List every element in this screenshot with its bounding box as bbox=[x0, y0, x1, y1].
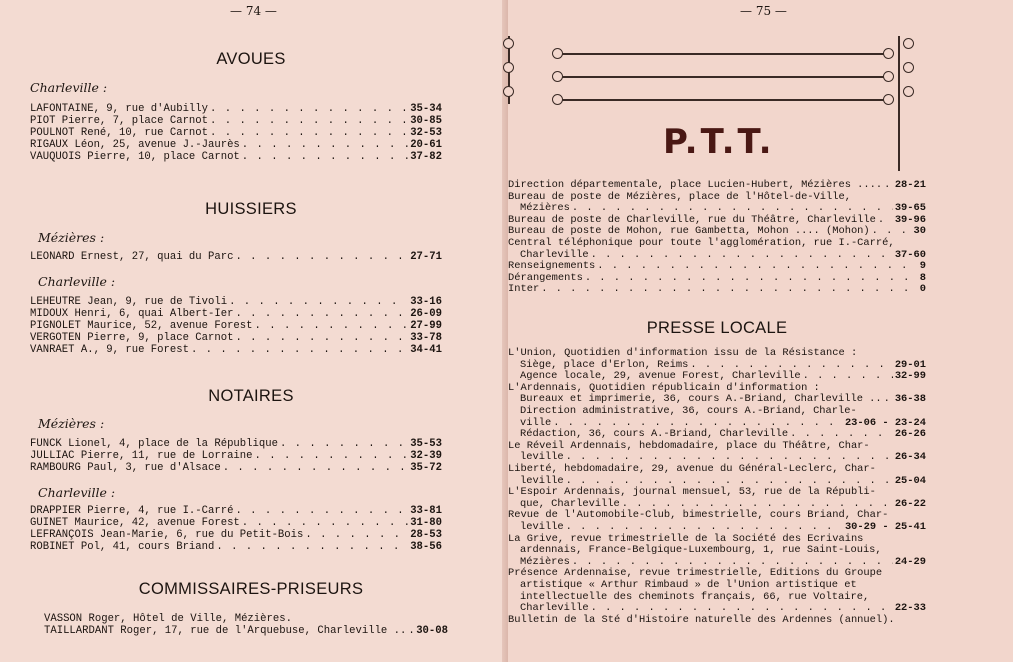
entry-line bbox=[508, 441, 926, 453]
ptt-title: P.T.T. bbox=[663, 122, 775, 162]
leader-dots bbox=[242, 517, 408, 529]
entry-text: L'Espoir Ardennais, journal mensuel, 53, rue de la Républi- bbox=[508, 486, 876, 499]
entry-name: PIGNOLET Maurice, 52, avenue Forest bbox=[30, 319, 253, 332]
entry-text: artistique « Arthur Rimbaud » de l'Union artistique et bbox=[520, 578, 857, 591]
leader-dots bbox=[235, 251, 408, 263]
entry-text: leville bbox=[520, 451, 564, 464]
directory-entry bbox=[508, 238, 926, 261]
insulator-icon bbox=[903, 38, 914, 49]
insulator-icon bbox=[552, 48, 563, 59]
directory-entry bbox=[30, 139, 442, 151]
entry-name: VERGOTEN Pierre, 9, place Carnot bbox=[30, 331, 234, 344]
entry-text: leville bbox=[520, 474, 564, 487]
entry-text: Charleville bbox=[520, 248, 589, 261]
entry-name: RIGAUX Léon, 25, avenue J.-Jaurès bbox=[30, 138, 240, 151]
entry-phone: 32-53 bbox=[410, 126, 442, 139]
directory-entry bbox=[508, 487, 926, 510]
entry-text: Bureaux et imprimerie, 36, cours A.-Briand, Charleville .. bbox=[520, 393, 882, 406]
directory-entry bbox=[30, 344, 442, 356]
leader-dots bbox=[210, 103, 408, 115]
entry-phone: 38-56 bbox=[410, 540, 442, 553]
leader-dots bbox=[216, 541, 408, 553]
entry-phone: 29-01 bbox=[894, 358, 926, 371]
leader-dots bbox=[884, 180, 893, 192]
directory-entry bbox=[30, 296, 442, 308]
directory-entry bbox=[44, 613, 448, 625]
leader-dots bbox=[235, 332, 408, 344]
entry-line bbox=[508, 273, 926, 285]
wire-line bbox=[558, 76, 888, 78]
entry-text: Bureau de poste de Mézières, place de l'Hôtel-de-Ville, bbox=[508, 190, 851, 203]
entry-name: VASSON Roger, Hôtel de Ville, Mézières. bbox=[44, 613, 292, 625]
insulator-icon bbox=[503, 86, 514, 97]
directory-entry bbox=[30, 462, 442, 474]
entry-name: ROBINET Pol, 41, cours Briand bbox=[30, 540, 215, 553]
entry-phone: 32-99 bbox=[894, 370, 926, 383]
entry-text: Présence Ardennaise, revue trimestrielle, Editions du Groupe bbox=[508, 567, 883, 580]
section-title: PRESSE LOCALE bbox=[646, 319, 788, 337]
entry-name: VANRAET A., 9, rue Forest bbox=[30, 343, 189, 356]
entry-name: LAFONTAINE, 9, rue d'Aubilly bbox=[30, 103, 209, 115]
entry-line bbox=[508, 348, 926, 360]
entry-phone: 24-29 bbox=[894, 555, 926, 568]
entry-phone: 35-34 bbox=[410, 103, 442, 115]
directory-entry bbox=[508, 192, 926, 215]
directory-entry bbox=[30, 320, 442, 332]
entry-text: Dérangements bbox=[508, 271, 583, 284]
entry-name: JULLIAC Pierre, 11, rue de Lorraine bbox=[30, 449, 253, 462]
directory-entry bbox=[30, 332, 442, 344]
leader-dots bbox=[884, 394, 893, 406]
entry-line bbox=[508, 238, 926, 250]
directory-entry bbox=[508, 273, 926, 285]
entry-name: POULNOT René, 10, rue Carnot bbox=[30, 126, 209, 139]
insulator-icon bbox=[903, 62, 914, 73]
entry-phone: 25-04 bbox=[894, 474, 926, 487]
leader-dots bbox=[210, 115, 408, 127]
location-label: Charleville : bbox=[38, 485, 116, 500]
entry-text: Inter bbox=[508, 283, 540, 296]
directory-entry bbox=[508, 348, 926, 383]
page-number-right: — 75 — bbox=[740, 4, 787, 18]
entry-phone: 30-08 bbox=[416, 624, 448, 637]
entry-line bbox=[508, 615, 926, 627]
entry-phone: 34-41 bbox=[410, 343, 442, 356]
entry-name: GUINET Maurice, 42, avenue Forest bbox=[30, 516, 240, 529]
leader-dots bbox=[878, 215, 893, 227]
directory-entry bbox=[508, 568, 926, 614]
entry-name: FUNCK Lionel, 4, place de la République bbox=[30, 438, 278, 450]
entry-text: ville bbox=[520, 416, 552, 429]
directory-entry bbox=[508, 464, 926, 487]
entry-line bbox=[508, 406, 926, 418]
leader-dots bbox=[255, 320, 409, 332]
leader-dots bbox=[235, 308, 408, 320]
entry-phone: 35-53 bbox=[410, 438, 442, 450]
entry-phone: 36-38 bbox=[894, 393, 926, 406]
leader-dots bbox=[229, 296, 408, 308]
entry-phone: 37-82 bbox=[410, 150, 442, 163]
right-page bbox=[508, 0, 1013, 662]
entry-text: La Grive, revue trimestrielle de la Société des Ecrivains bbox=[508, 532, 864, 545]
directory-entry bbox=[508, 510, 926, 533]
entry-text: leville bbox=[520, 520, 564, 533]
leader-dots bbox=[255, 450, 409, 462]
entry-text: Charleville bbox=[520, 602, 589, 615]
directory-entry bbox=[30, 103, 442, 115]
entry-text: Direction départementale, place Lucien-Hubert, Mézières .... bbox=[508, 179, 883, 191]
entry-name: RAMBOURG Paul, 3, rue d'Alsace bbox=[30, 461, 221, 474]
directory-entry bbox=[30, 438, 442, 450]
leader-dots bbox=[597, 261, 917, 273]
section-title: HUISSIERS bbox=[205, 200, 297, 218]
directory-entry bbox=[508, 534, 926, 569]
entry-text: Revue de l'Automobile-Club, bimestrielle, cours Briand, Char- bbox=[508, 509, 889, 522]
entry-name: MIDOUX Henri, 6, quai Albert-Ier bbox=[30, 307, 234, 320]
entry-phone: 22-33 bbox=[894, 602, 926, 615]
entry-text: Renseignements bbox=[508, 260, 596, 273]
leader-dots bbox=[210, 127, 408, 139]
insulator-icon bbox=[883, 71, 894, 82]
entry-phone: 28-53 bbox=[410, 528, 442, 541]
leader-dots bbox=[280, 438, 408, 450]
leader-dots bbox=[566, 522, 843, 534]
leader-dots bbox=[585, 273, 918, 285]
location-label: Mézières : bbox=[38, 230, 105, 245]
entry-text: Agence locale, 29, avenue Forest, Charleville bbox=[520, 370, 801, 383]
insulator-icon bbox=[903, 86, 914, 97]
directory-entry bbox=[30, 251, 442, 263]
entry-line bbox=[508, 192, 926, 204]
entry-text: L'Ardennais, Quotidien républicain d'information : bbox=[508, 381, 820, 394]
entry-name: PIOT Pierre, 7, place Carnot bbox=[30, 114, 209, 127]
entry-text: L'Union, Quotidien d'information issu de la Résistance : bbox=[508, 347, 858, 359]
entry-text: Bureau de poste de Charleville, rue du Théâtre, Charleville bbox=[508, 213, 876, 226]
entry-phone: 39-96 bbox=[894, 213, 926, 226]
leader-dots bbox=[235, 505, 408, 517]
entry-text: Le Réveil Ardennais, hebdomadaire, place du Théâtre, Char- bbox=[508, 439, 870, 452]
entry-line bbox=[508, 580, 926, 592]
leader-dots bbox=[591, 250, 893, 262]
directory-entry bbox=[30, 517, 442, 529]
entry-name: DRAPPIER Pierre, 4, rue I.-Carré bbox=[30, 505, 234, 517]
directory-entry bbox=[508, 441, 926, 464]
entry-phone: 33-78 bbox=[410, 331, 442, 344]
location-label: Mézières : bbox=[38, 416, 105, 431]
leader-dots bbox=[242, 151, 408, 163]
entry-phone: 26-22 bbox=[894, 497, 926, 510]
entry-phone: 33-81 bbox=[410, 505, 442, 517]
entry-phone: 27-99 bbox=[410, 319, 442, 332]
leader-dots bbox=[541, 284, 918, 296]
entry-phone: 30-29 - 25-41 bbox=[844, 520, 926, 533]
insulator-icon bbox=[883, 94, 894, 105]
directory-entry bbox=[30, 151, 442, 163]
leader-dots bbox=[191, 344, 408, 356]
entry-phone: 26-26 bbox=[894, 428, 926, 441]
entry-phone: 31-80 bbox=[410, 516, 442, 529]
entry-phone: 30 bbox=[913, 225, 926, 238]
section-title: COMMISSAIRES-PRISEURS bbox=[138, 580, 364, 598]
entry-text: Rédaction, 36, cours A.-Briand, Charleville bbox=[520, 428, 789, 441]
section-title: AVOUES bbox=[216, 50, 286, 68]
leader-dots bbox=[242, 139, 408, 151]
entry-phone: 35-72 bbox=[410, 461, 442, 474]
entry-line bbox=[508, 464, 926, 476]
entry-line bbox=[508, 180, 926, 192]
entry-name: VAUQUOIS Pierre, 10, place Carnot bbox=[30, 150, 240, 163]
entry-phone: 28-21 bbox=[894, 179, 926, 191]
entry-phone: 8 bbox=[919, 271, 926, 284]
entry-line bbox=[508, 284, 926, 296]
directory-entry bbox=[508, 180, 926, 192]
entry-text: Mézières bbox=[520, 555, 570, 568]
entry-text: que, Charleville bbox=[520, 497, 620, 510]
leader-dots bbox=[305, 529, 408, 541]
wire-line bbox=[558, 99, 888, 101]
entry-line bbox=[508, 522, 926, 534]
insulator-icon bbox=[552, 71, 563, 82]
insulator-icon bbox=[883, 48, 894, 59]
entry-phone: 23-06 - 23-24 bbox=[844, 416, 926, 429]
directory-entry bbox=[30, 541, 442, 553]
wire-line bbox=[558, 53, 888, 55]
entry-text: ardennais, France-Belgique-Luxembourg, 1, rue Saint-Louis, bbox=[520, 544, 882, 557]
entry-name: LEFRANÇOIS Jean-Marie, 6, rue du Petit-Bois bbox=[30, 528, 304, 541]
directory-entry bbox=[30, 308, 442, 320]
entry-phone: 39-65 bbox=[894, 202, 926, 215]
insulator-icon bbox=[503, 62, 514, 73]
insulator-icon bbox=[552, 94, 563, 105]
entry-text: Central téléphonique pour toute l'agglomération, rue I.-Carré, bbox=[508, 237, 895, 249]
entry-line bbox=[508, 545, 926, 557]
entry-phone: 30-85 bbox=[410, 114, 442, 127]
entry-phone: 20-61 bbox=[410, 138, 442, 151]
entry-text: Liberté, hebdomadaire, 29, avenue du Général-Leclerc, Char- bbox=[508, 463, 876, 475]
directory-entry bbox=[508, 284, 926, 296]
directory-entry bbox=[30, 505, 442, 517]
entry-text: Bulletin de la Sté d'Histoire naturelle des Ardennes (annuel). bbox=[508, 613, 895, 626]
insulator-icon bbox=[503, 38, 514, 49]
entry-phone: 9 bbox=[919, 260, 926, 273]
page-number-left: — 74 — bbox=[230, 4, 277, 18]
directory-entry bbox=[508, 615, 926, 627]
directory-entry bbox=[44, 625, 448, 637]
directory-entry bbox=[30, 127, 442, 139]
directory-entry bbox=[30, 115, 442, 127]
entry-phone: 0 bbox=[919, 283, 926, 296]
entry-text: intellectuelle des cheminots français, 66, rue Voltaire, bbox=[520, 590, 870, 603]
entry-phone: 26-09 bbox=[410, 307, 442, 320]
directory-entry bbox=[508, 383, 926, 441]
leader-dots bbox=[223, 462, 408, 474]
leader-dots bbox=[408, 625, 414, 637]
entry-phone: 37-60 bbox=[894, 248, 926, 261]
entry-text: Bureau de poste de Mohon, rue Gambetta, Mohon .... (Mohon) bbox=[508, 225, 870, 238]
entry-phone: 33-16 bbox=[410, 296, 442, 308]
entry-name: TAILLARDANT Roger, 17, rue de l'Arquebuse, Charleville .. bbox=[44, 624, 407, 637]
entry-text: Direction administrative, 36, cours A.-Briand, Charle- bbox=[520, 404, 857, 417]
entry-phone: 32-39 bbox=[410, 449, 442, 462]
entry-name: LEHEUTRE Jean, 9, rue de Tivoli bbox=[30, 296, 228, 308]
location-label: Charleville : bbox=[30, 80, 108, 95]
location-label: Charleville : bbox=[38, 274, 116, 289]
entry-name: LEONARD Ernest, 27, quai du Parc bbox=[30, 251, 234, 263]
entry-phone: 27-71 bbox=[410, 251, 442, 263]
directory-entry bbox=[30, 529, 442, 541]
entry-phone: 26-34 bbox=[894, 451, 926, 464]
directory-entry bbox=[30, 450, 442, 462]
entry-text: Mézières bbox=[520, 202, 570, 215]
wire-pole-right bbox=[898, 36, 900, 171]
section-title: NOTAIRES bbox=[208, 387, 294, 405]
entry-text: Siège, place d'Erlon, Reims bbox=[520, 358, 689, 371]
